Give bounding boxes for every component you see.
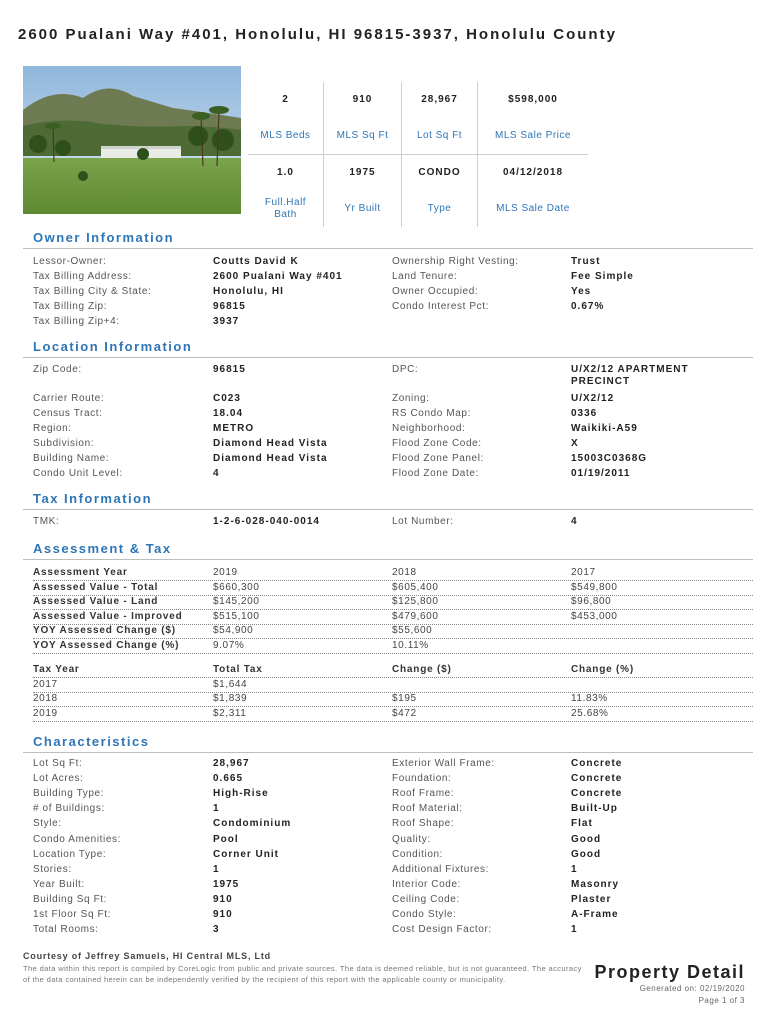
section-divider [23, 248, 753, 249]
section-divider [23, 559, 753, 560]
characteristic-label: Style: [33, 818, 62, 830]
characteristic-label: 1st Floor Sq Ft: [33, 909, 111, 920]
owner-value: Yes [571, 286, 592, 297]
characteristic-label: Building Type: [33, 788, 105, 800]
location-label: Flood Zone Code: [392, 438, 482, 449]
bath-label: Full.Half Bath [248, 191, 324, 227]
tax-cell: 2018 [33, 693, 58, 704]
location-label: RS Condo Map: [392, 408, 471, 419]
characteristic-value: 910 [213, 893, 233, 905]
location-value: 18.04 [213, 408, 244, 419]
characteristic-label: Interior Code: [392, 878, 461, 890]
characteristic-value: Concrete [571, 758, 623, 769]
assessment-cell: 9.07% [213, 639, 245, 651]
characteristic-label: Ceiling Code: [392, 893, 460, 905]
owner-label: Tax Billing Zip: [33, 301, 108, 312]
sale-price-label: MLS Sale Price [495, 130, 571, 141]
location-right-values [571, 391, 647, 481]
location-value: 01/19/2011 [571, 468, 631, 479]
lot-number-value: 4 [571, 516, 578, 527]
row-divider [33, 677, 753, 678]
page-number: Page 1 of 3 [698, 996, 745, 1005]
tax-cell: $472 [392, 707, 417, 719]
property-stats [248, 82, 588, 227]
location-value: METRO [213, 423, 255, 434]
tax-cell: $1,839 [213, 693, 248, 704]
characteristic-label: # of Buildings: [33, 803, 105, 815]
owner-value: Trust [571, 256, 601, 267]
characteristic-label: Lot Sq Ft: [33, 758, 83, 769]
generated-date: Generated on: 02/19/2020 [639, 984, 745, 993]
location-value: X [571, 438, 579, 449]
bath-value: 1.0 [248, 155, 324, 191]
year-built-value: 1975 [324, 155, 402, 191]
owner-right-values [571, 254, 634, 314]
location-value: 4 [213, 468, 220, 479]
characteristic-label: Exterior Wall Frame: [392, 758, 495, 769]
property-photo [23, 66, 241, 214]
characteristic-label: Condo Style: [392, 909, 457, 920]
characteristic-value: Good [571, 833, 602, 845]
owner-value: Fee Simple [571, 271, 634, 282]
owner-left-values [213, 254, 343, 329]
sale-price-value: $598,000 [508, 94, 558, 105]
location-value: Diamond Head Vista [213, 453, 328, 464]
characteristic-label: Additional Fixtures: [392, 863, 490, 875]
owner-right-labels [392, 254, 519, 314]
beds-value: 2 [248, 82, 324, 118]
sale-date-value: 04/12/2018 [502, 167, 564, 178]
location-section-title: Location Information [33, 339, 193, 354]
assessment-cell: $96,800 [571, 596, 612, 607]
lot-sqft-label: Lot Sq Ft [402, 118, 478, 154]
assessment-cell: $479,600 [392, 610, 439, 622]
assessment-cell: $660,300 [213, 581, 260, 593]
owner-label: Land Tenure: [392, 271, 458, 282]
dpc-value: U/X2/12 APARTMENT PRECINCT [571, 364, 689, 387]
characteristic-value: 1 [213, 803, 220, 815]
section-divider [23, 357, 753, 358]
assessment-header-cell: 2018 [392, 567, 417, 578]
footer-credit: Courtesy of Jeffrey Samuels, HI Central MLS, Ltd [23, 951, 271, 961]
tax-header-cell: Change ($) [392, 664, 452, 675]
row-divider [33, 721, 753, 722]
tax-header-cell: Change (%) [571, 664, 634, 675]
characteristic-label: Building Sq Ft: [33, 893, 108, 905]
tax-cell: $2,311 [213, 707, 247, 719]
owner-label: Tax Billing City & State: [33, 286, 152, 297]
year-built-label: Yr Built [324, 191, 402, 227]
owner-value: 96815 [213, 301, 246, 312]
location-value: 0336 [571, 408, 598, 419]
characteristic-label: Total Rooms: [33, 924, 99, 936]
assessment-header-cell: 2017 [571, 567, 596, 578]
characteristic-value: 1975 [213, 878, 240, 890]
location-left-labels [33, 391, 123, 481]
location-value: Diamond Head Vista [213, 438, 328, 449]
characteristic-value: 1 [571, 924, 578, 936]
characteristics-section-title: Characteristics [33, 734, 150, 749]
characteristic-value: Concrete [571, 773, 623, 785]
report-title: Property Detail [594, 962, 745, 982]
location-label: Building Name: [33, 453, 110, 464]
characteristic-value: Plaster [571, 893, 612, 905]
owner-label: Ownership Right Vesting: [392, 256, 519, 267]
characteristic-label: Lot Acres: [33, 773, 84, 785]
section-divider [23, 752, 753, 753]
owner-label: Owner Occupied: [392, 286, 479, 297]
zip-value: 96815 [213, 364, 246, 375]
page-title: 2600 Pualani Way #401, Honolulu, HI 96815-3937, Honolulu County [18, 26, 617, 43]
characteristic-label: Condo Amenities: [33, 833, 121, 845]
characteristic-value: Concrete [571, 788, 623, 800]
owner-value: 2600 Pualani Way #401 [213, 271, 343, 282]
assessment-cell: 10.11% [392, 639, 429, 651]
characteristic-value: 1 [571, 863, 578, 875]
characteristic-label: Cost Design Factor: [392, 924, 492, 936]
assessment-cell: YOY Assessed Change (%) [33, 639, 180, 651]
characteristic-value: Masonry [571, 878, 620, 890]
characteristic-label: Stories: [33, 863, 72, 875]
location-value: U/X2/12 [571, 393, 615, 404]
location-value: 15003C0368G [571, 453, 648, 464]
owner-value: 3937 [213, 316, 240, 327]
location-label: Region: [33, 423, 72, 434]
characteristic-label: Location Type: [33, 848, 107, 860]
characteristic-value: Built-Up [571, 803, 618, 815]
characteristic-label: Quality: [392, 833, 431, 845]
owner-value: Coutts David K [213, 256, 299, 267]
assessment-cell: $605,400 [392, 581, 439, 593]
owner-section-title: Owner Information [33, 230, 175, 245]
assessment-cell: Assessed Value - Land [33, 596, 159, 607]
zip-label: Zip Code: [33, 364, 82, 375]
tax-header-cell: Total Tax [213, 664, 263, 675]
tmk-label: TMK: [33, 516, 60, 527]
beds-label: MLS Beds [248, 118, 324, 154]
owner-label: Tax Billing Zip+4: [33, 316, 120, 327]
owner-left-labels [33, 254, 151, 329]
characteristic-label: Condition: [392, 848, 444, 860]
characteristic-label: Foundation: [392, 773, 452, 785]
characteristic-label: Roof Shape: [392, 818, 455, 830]
assessment-cell: $549,800 [571, 581, 618, 593]
characteristic-value: A-Frame [571, 909, 619, 920]
characteristic-value: 3 [213, 924, 220, 936]
characteristic-value: 28,967 [213, 758, 250, 769]
assessment-cell: $515,100 [213, 610, 260, 622]
location-right-labels [392, 391, 484, 481]
tax-section-title: Tax Information [33, 491, 153, 506]
assessment-cell: $125,800 [392, 596, 439, 607]
assessment-cell: YOY Assessed Change ($) [33, 625, 176, 636]
assessment-section-title: Assessment & Tax [33, 541, 172, 556]
characteristic-value: High-Rise [213, 788, 269, 800]
type-value: CONDO [402, 155, 478, 191]
assessment-header-cell: Assessment Year [33, 567, 128, 578]
owner-label: Tax Billing Address: [33, 271, 132, 282]
assessment-header-cell: 2019 [213, 567, 238, 578]
location-value: Waikiki-A59 [571, 423, 638, 434]
location-label: Flood Zone Panel: [392, 453, 484, 464]
characteristic-value: 0.665 [213, 773, 244, 785]
characteristic-value: 1 [213, 863, 220, 875]
characteristic-value: 910 [213, 909, 233, 920]
sqft-value: 910 [324, 82, 402, 118]
tax-header-cell: Tax Year [33, 664, 80, 675]
location-label: Neighborhood: [392, 423, 466, 434]
characteristic-value: Good [571, 848, 602, 860]
characteristic-label: Year Built: [33, 878, 85, 890]
characteristic-value: Flat [571, 818, 593, 830]
characteristic-value: Pool [213, 833, 239, 845]
characteristic-label: Roof Material: [392, 803, 463, 815]
owner-label: Condo Interest Pct: [392, 301, 490, 312]
lot-sqft-value: 28,967 [402, 82, 478, 118]
assessment-cell: $54,900 [213, 625, 254, 636]
assessment-cell: $145,200 [213, 596, 260, 607]
location-left-values [213, 391, 328, 481]
tax-cell: $1,644 [213, 678, 248, 690]
lot-number-label: Lot Number: [392, 516, 454, 527]
location-label: Subdivision: [33, 438, 95, 449]
tax-cell: 11.83% [571, 693, 608, 704]
location-label: Census Tract: [33, 408, 103, 419]
location-label: Zoning: [392, 393, 430, 404]
type-label: Type [402, 191, 478, 227]
characteristic-label: Roof Frame: [392, 788, 455, 800]
section-divider [23, 509, 753, 510]
location-label: Flood Zone Date: [392, 468, 479, 479]
assessment-cell: Assessed Value - Total [33, 581, 159, 593]
assessment-cell: $453,000 [571, 610, 618, 622]
row-divider [33, 653, 753, 654]
sale-date-label: MLS Sale Date [496, 203, 570, 214]
tax-cell: 2017 [33, 678, 58, 690]
tax-cell: $195 [392, 693, 417, 704]
owner-label: Lessor-Owner: [33, 256, 107, 267]
sqft-label: MLS Sq Ft [324, 118, 402, 154]
location-label: Condo Unit Level: [33, 468, 123, 479]
tax-cell: 25.68% [571, 707, 609, 719]
tmk-value: 1-2-6-028-040-0014 [213, 516, 320, 527]
dpc-label: DPC: [392, 364, 419, 375]
footer-disclaimer: The data within this report is compiled by CoreLogic from public and private sources. The data is deemed reliable, but is not guaranteed. The accuracy of the data contained herein can be independently verified by the recipient of this report with the applicable county or municipality. [23, 964, 582, 984]
tax-cell: 2019 [33, 707, 58, 719]
owner-value: Honolulu, HI [213, 286, 284, 297]
assessment-cell: $55,600 [392, 625, 433, 636]
characteristic-value: Condominium [213, 818, 292, 830]
characteristic-value: Corner Unit [213, 848, 279, 860]
owner-value: 0.67% [571, 301, 605, 312]
assessment-cell: Assessed Value - Improved [33, 610, 183, 622]
location-label: Carrier Route: [33, 393, 105, 404]
location-value: C023 [213, 393, 241, 404]
